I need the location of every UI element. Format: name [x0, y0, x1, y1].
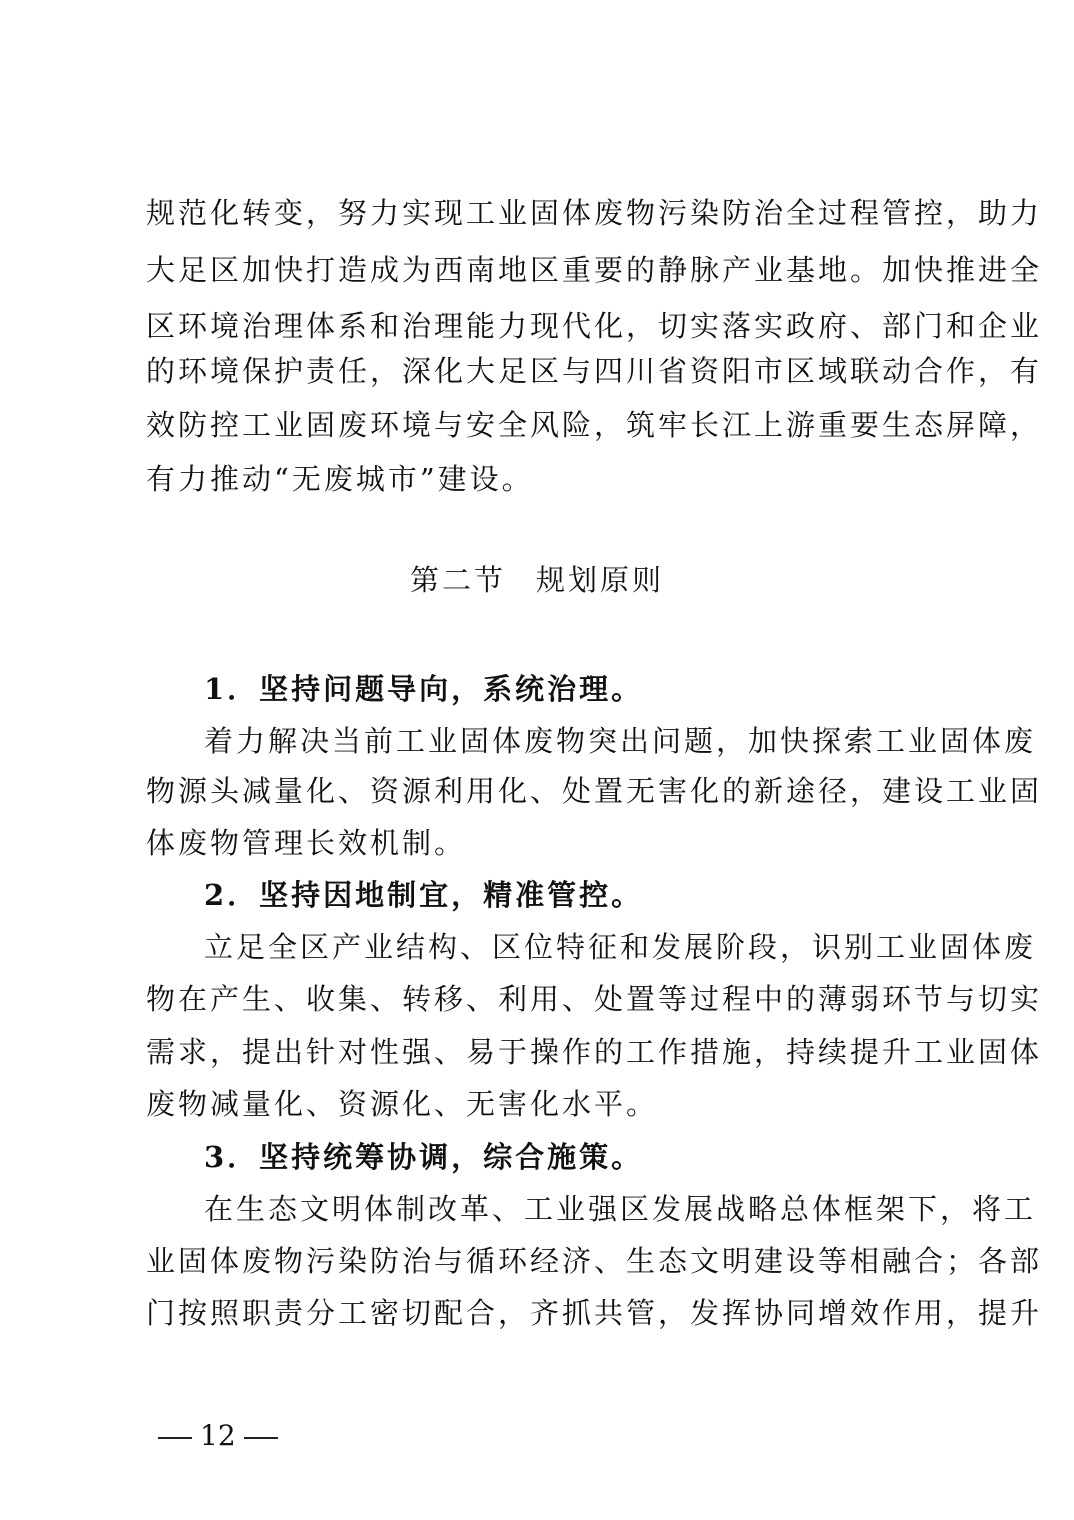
- dash-right: [244, 1437, 278, 1439]
- principle-1-line-1: 着力解决当前工业固体废物突出问题，加快探索工业固体废: [204, 724, 1037, 758]
- principle-2-line-1: 立足全区产业结构、区位特征和发展阶段，识别工业固体废: [204, 930, 1037, 964]
- principle-2-line-4: 废物减量化、资源化、无害化水平。: [146, 1087, 659, 1121]
- intro-line-2: 大足区加快打造成为西南地区重要的静脉产业基地。加快推进全: [146, 253, 1043, 287]
- principle-1-line-2: 物源头减量化、资源利用化、处置无害化的新途径，建设工业固: [146, 774, 1043, 808]
- section-title: 规划原则: [536, 563, 665, 597]
- principle-3-heading: 3．坚持统筹协调，综合施策。: [204, 1140, 644, 1174]
- section-number: 第二节: [409, 563, 506, 597]
- principle-1-line-3: 体废物管理长效机制。: [146, 826, 467, 860]
- intro-line-4: 的环境保护责任，深化大足区与四川省资阳市区域联动合作，有: [146, 354, 1043, 388]
- intro-line-3: 区环境治理体系和治理能力现代化，切实落实政府、部门和企业: [146, 309, 1043, 343]
- principle-3-line-1: 在生态文明体制改革、工业强区发展战略总体框架下，将工: [204, 1192, 1037, 1226]
- section-heading: [0, 550, 1074, 610]
- intro-line-5: 效防控工业固废环境与安全风险，筑牢长江上游重要生态屏障，: [146, 408, 1043, 442]
- principle-3-line-2: 业固体废物污染防治与循环经济、生态文明建设等相融合；各部: [146, 1244, 1043, 1278]
- page-number: [150, 1414, 286, 1458]
- intro-line-6: 有力推动“无废城市”建设。: [146, 462, 534, 496]
- principle-2-line-3: 需求，提出针对性强、易于操作的工作措施，持续提升工业固体: [146, 1035, 1043, 1069]
- intro-line-1: 规范化转变，努力实现工业固体废物污染防治全过程管控，助力: [146, 196, 1043, 230]
- page-number-value: 12: [200, 1419, 236, 1452]
- principle-2-line-2: 物在产生、收集、转移、利用、处置等过程中的薄弱环节与切实: [146, 982, 1043, 1016]
- principle-2-heading: 2．坚持因地制宜，精准管控。: [204, 878, 644, 912]
- dash-left: [158, 1437, 192, 1439]
- principle-1-heading: 1．坚持问题导向，系统治理。: [204, 672, 644, 706]
- principle-3-line-3: 门按照职责分工密切配合，齐抓共管，发挥协同增效作用，提升: [146, 1296, 1043, 1330]
